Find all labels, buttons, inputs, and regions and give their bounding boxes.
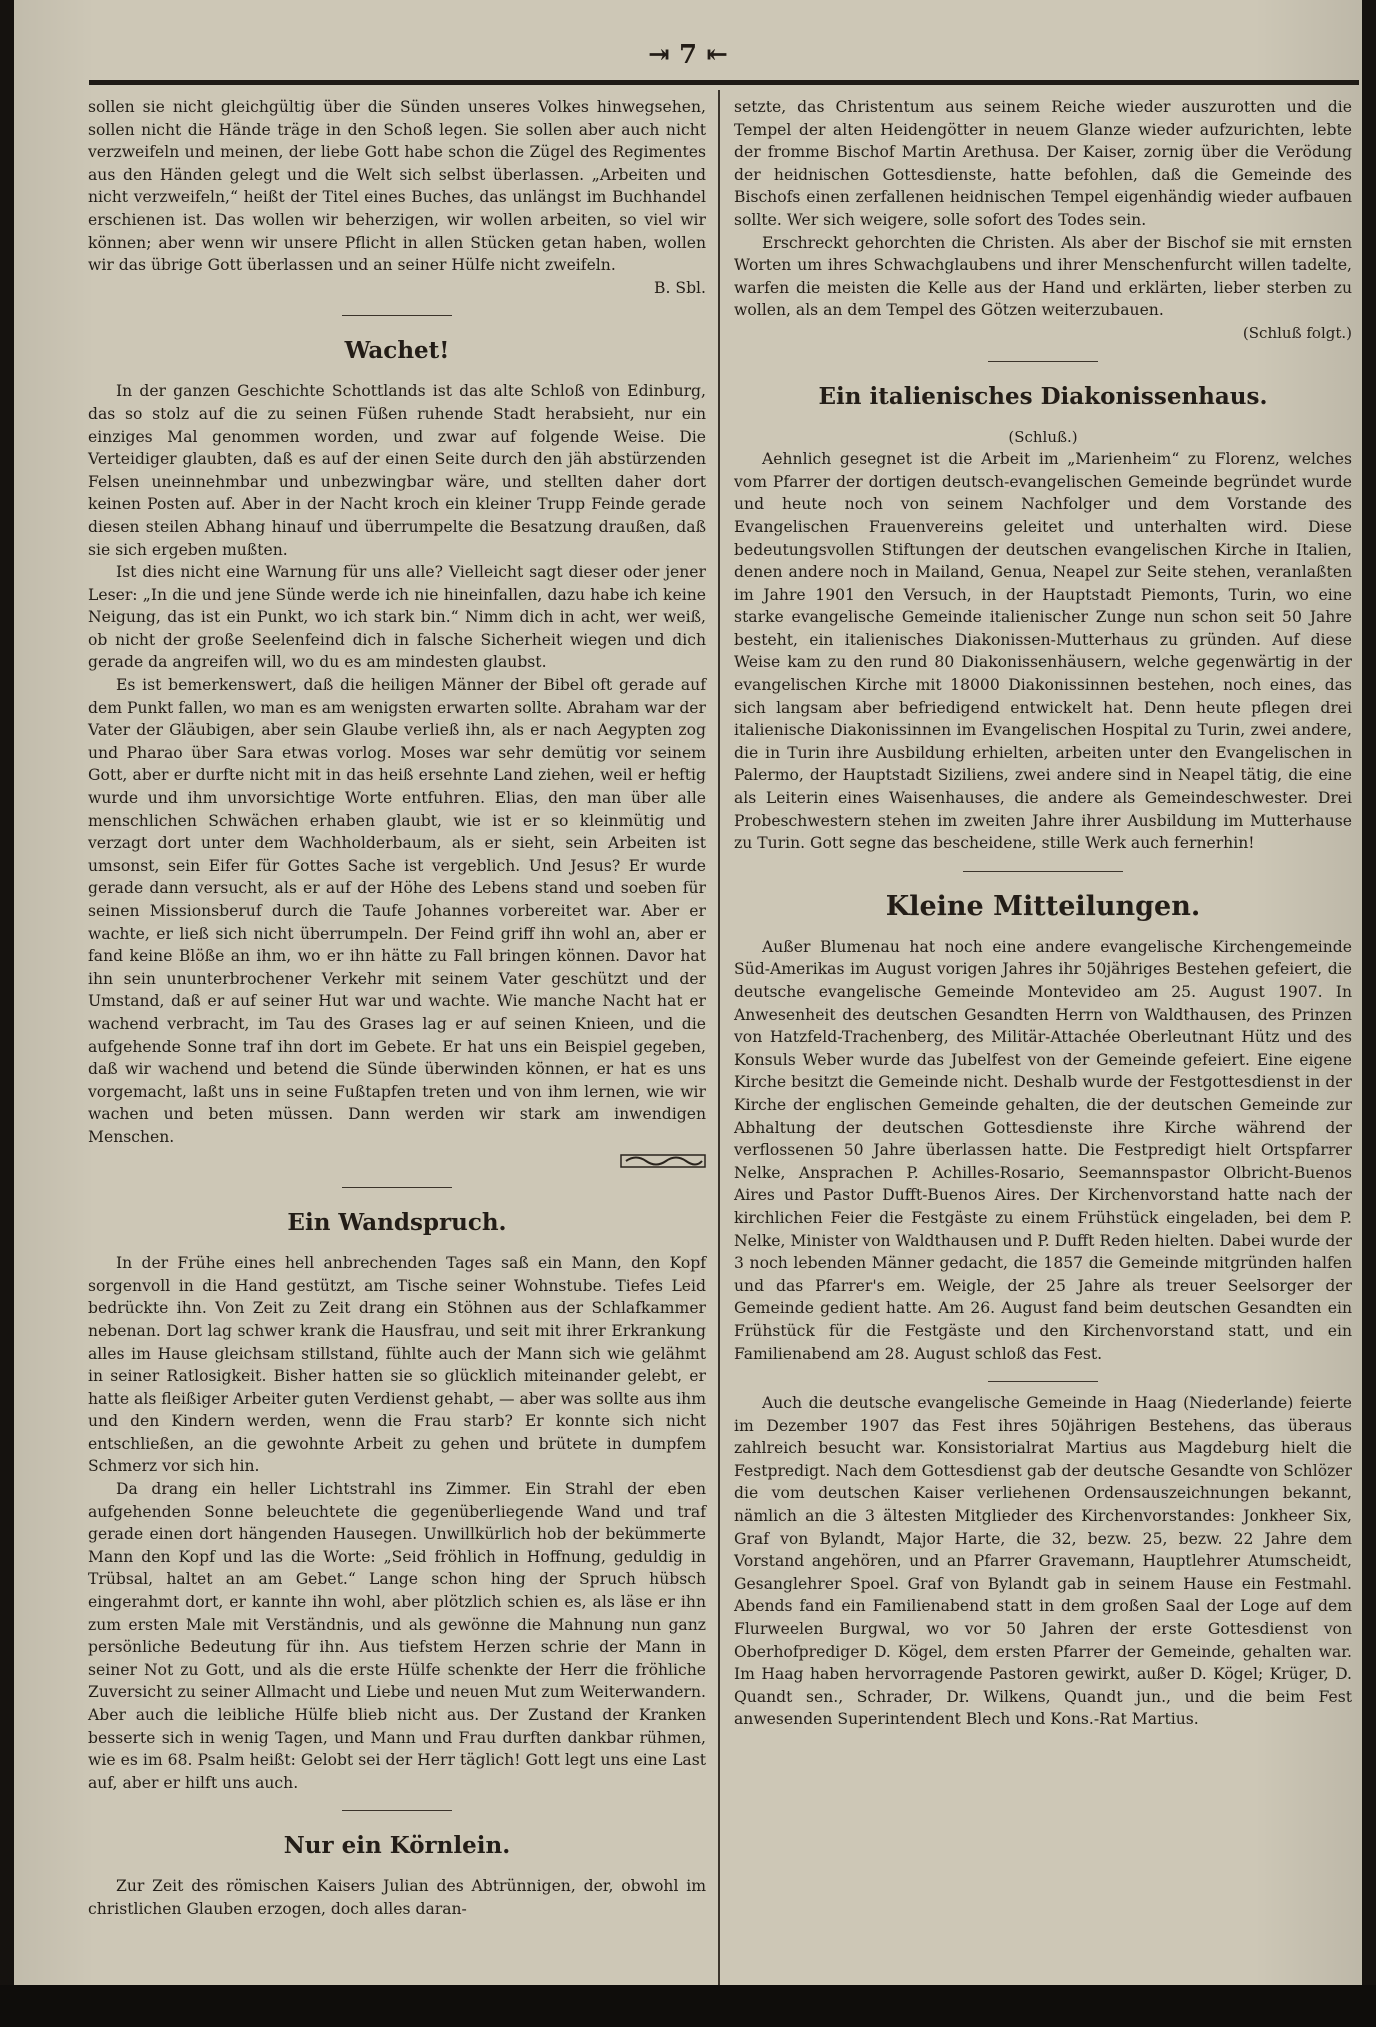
scan-background [0, 1985, 1376, 2027]
page-number: ⇥ 7 ⇤ [648, 40, 728, 70]
section-separator [342, 1810, 452, 1811]
continued-paragraph: setzte, das Christentum aus seinem Reiche wieder auszurotten und die Tempel der alten Heidengötter in neuem Glanze wieder aufzurichten, lebte der fromme Bischof Martin Arethusa. Der Kaiser, zornig über die Verödung der heidnischen Gottesdienste, hatte befohlen, daß die Gemeinde des Bischofs einen zerfallenen heidnischen Tempel eigenhändig wieder aufbauen sollte. Wer sich weigere, solle sofort des Todes sein. [734, 98, 1352, 229]
wachet-paragraph: In der ganzen Geschichte Schottlands ist das alte Schloß von Edinburg, das so stolz auf die zu seinen Füßen ruhende Stadt herabsieht, nur ein einziges Mal genommen worden, und zwar auf folgende Weise. Die Verteidiger glaubten, daß es auf der einen Seite durch den jäh abstürzenden Felsen uneinnehmbar und unbezwingbar wäre, und stellten daher dort keinen Posten auf. Aber in der Nacht kroch ein kleiner Trupp Feinde gerade diesen steilen Abhang hinauf und überrumpelte die Besatzung draußen, daß sie sich ergeben mußten. [88, 382, 706, 559]
wandspruch-title: Ein Wandspruch. [287, 1209, 507, 1237]
continued-note: (Schluß folgt.) [1242, 323, 1352, 342]
diakonissen-title: Ein italienisches Diakonissenhaus. [818, 382, 1268, 410]
koernlein-paragraph: Zur Zeit des römischen Kaisers Julian des Abtrünnigen, der, obwohl im christlichen Glauben erzogen, doch alles daran- [88, 1877, 706, 1918]
header-rule [89, 80, 1359, 85]
ornament-row [88, 1149, 706, 1172]
section-separator [963, 871, 1123, 872]
newspaper-page [14, 0, 1362, 1985]
mitteilungen-paragraph: Auch die deutsche evangelische Gemeinde in Haag (Niederlande) feierte im Dezember 1907 das Fest ihres 50jährigen Bestehens, das überaus zahlreich besucht war. Konsistorialrat Martius aus Magdeburg hielt die Festpredigt. Nach dem Gottesdienst gab der deutsche Gesandte von Schlözer die vom deutschen Kaiser verliehenen Ordensauszeichnungen bekannt, nämlich an die 3 ältesten Mitglieder des Kirchenvorstandes: Jonkheer Six, Graf von Bylandt, Major Harte, die 32, bezw. 25, bezw. 22 Jahre dem Vorstand angehören, und an Pfarrer Gravemann, Hauptlehrer Atumscheidt, Gesanglehrer Spoel. Graf von Bylandt gab in seinem Hause ein Festmahl. Abends fand ein Familienabend statt in dem großen Saal der Loge auf dem Flurweelen Burgwal, wo vor 50 Jahren der erste Gottesdienst von Oberhofprediger D. Kögel, dem ersten Pfarrer der Gemeinde, gehalten war. Im Haag haben hervorragende Pastoren gewirkt, außer D. Kögel; Krüger, D. Quandt sen., Schrader, Dr. Wilkens, Quandt jun., und die beim Fest anwesenden Superintendent Blech und Kons.-Rat Martius. [734, 1394, 1352, 1729]
section-separator [342, 315, 452, 316]
wachet-title: Wachet! [344, 337, 450, 365]
wachet-paragraph: Es ist bemerkenswert, daß die heiligen Männer der Bibel oft gerade auf dem Punkt fallen, wo man es am wenigsten erwarten sollte. Abraham war der Vater der Gläubigen, aber sein Glaube verließ ihn, als er nach Aegypten zog und Pharao über Sara etwas vorlog. Moses war sehr demütig vor seinem Gott, aber er durfte nicht mit in das heiß ersehnte Land ziehen, weil er heftig wurde und ihm unvorsichtige Worte entfuhren. Elias, den man über alle menschlichen Schwächen erhaben glaubt, wie ist er so kleinmütig und verzagt dort unter dem Wachholderbaum, als er sieht, sein Arbeiten ist umsonst, sein Eifer für Gottes Sache ist vergeblich. Und Jesus? Er wurde gerade dann versucht, als er auf der Höhe des Lebens stand und soeben für seinen Missionsberuf durch die Taufe Johannes vorbereitet war. Aber er wachte, er ließ sich nicht überrumpeln. Der Feind griff ihn wohl an, aber er fand keine Blöße an ihm, wo er ihn hätte zu Fall bringen können. Davor hat ihn sein ununterbrochener Verkehr mit seinem Vater geschützt und der Umstand, daß er auf seiner Hut war und wachte. Wie manche Nacht hat er wachend verbracht, im Tau des Grases lag er auf seinen Knieen, und die aufgehende Sonne traf ihn dort im Gebete. Er hat uns ein Beispiel gegeben, daß wir wachend und betend die Sünde überwinden können, er hat es uns vorgemacht, laßt uns in seine Fußtapfen treten und von ihm lernen, wie wir wachen und beten müssen. Dann werden wir stark am inwendigen Menschen. [88, 676, 706, 1146]
section-separator [988, 1381, 1098, 1382]
wachet-paragraph: Ist dies nicht eine Warnung für uns alle? Vielleicht sagt dieser oder jener Leser: „In die und jene Sünde werde ich nie hineinfallen, dazu habe ich keine Neigung, das ist ein Punkt, wo ich stark bin.“ Nimm dich in acht, wer weiß, ob nicht der große Seelenfeind dich in falsche Sicherheit wiegen und dich gerade da angreifen will, wo du es am mindesten glaubst. [88, 563, 706, 672]
ornament-icon [620, 1152, 706, 1170]
mitteilungen-title: Kleine Mitteilungen. [885, 890, 1201, 922]
section-separator [988, 361, 1098, 362]
diakonissen-paragraph: Aehnlich gesegnet ist die Arbeit im „Marienheim“ zu Florenz, welches vom Pfarrer der dortigen deutsch-evangelischen Gemeinde begründet wurde und heute noch von seinem Nachfolger und dem Vorstande des Evangelischen Frauenvereins geleitet und unterhalten wird. Diese bedeutungsvollen Stiftungen der deutschen evangelischen Kirche in Italien, denen andere noch in Mailand, Genua, Neapel zur Seite stehen, veranlaßten im Jahre 1901 den Versuch, in der Hauptstadt Piemonts, Turin, wo eine starke evangelische Gemeinde italienischer Zunge nun schon seit 50 Jahre besteht, ein italienisches Diakonissen-Mutterhaus zu gründen. Auf diese Weise kam zu den rund 80 Diakonissenhäusern, welche gegenwärtig in der evangelischen Kirche mit 18000 Diakonissinnen bestehen, noch eines, das sich langsam aber befriedigend entwickelt hat. Denn heute pflegen drei italienische Diakonissinnen im Evangelischen Hospital zu Turin, zwei andere, die in Turin ihre Ausbildung erhielten, arbeiten unter den Evangelischen in Palermo, der Hauptstadt Siziliens, zwei andere sind in Neapel tätig, die eine als Leiterin eines Waisenhauses, die andere als Gemeindeschwester. Drei Probeschwestern stehen im zweiten Jahre ihrer Ausbildung im Mutterhause zu Turin. Gott segne das bescheidene, stille Werk auch fernerhin! [734, 450, 1352, 853]
mitteilungen-paragraph: Außer Blumenau hat noch eine andere evangelische Kirchengemeinde Süd-Amerikas im August vorigen Jahres ihr 50jähriges Bestehen gefeiert, die deutsche evangelische Gemeinde Montevideo am 25. August 1907. In Anwesenheit des deutschen Gesandten Herrn von Waldthausen, des Prinzen von Hatzfeld-Trachenberg, des Militär-Attachée Oberleutnant Hütz und des Konsuls Weber wurde das Jubelfest von der Gemeinde gefeiert. Eine eigene Kirche besitzt die Gemeinde nicht. Deshalb wurde der Festgottesdienst in der Kirche der englischen Gemeinde gehalten, die der deutschen Gemeinde zur Abhaltung der deutschen Gottesdienste ihre Kirche während der verflossenen 50 Jahre überlassen hatte. Die Festpredigt hielt Ortspfarrer Nelke, Ansprachen P. Achilles-Rosario, Seemannspastor Olbricht-Buenos Aires und Pastor Dufft-Buenos Aires. Der Kirchenvorstand hatte nach der kirchlichen Feier die Festgäste zu einem Frühstück eingeladen, bei dem P. Nelke, Minister von Waldthausen und P. Dufft Reden hielten. Dabei wurde der 3 noch lebenden Männer gedacht, die 1857 die Gemeinde mitgründen halfen und das Pfarrer's em. Weigle, der 25 Jahre als treuer Seelsorger der Gemeinde gedient hatte. Am 26. August fand beim deutschen Gesandten ein Frühstück für die Festgäste und den Kirchenvorstand statt, und ein Familienabend am 28. August schloß das Fest. [734, 937, 1352, 1363]
left-column [88, 96, 706, 1921]
column-divider [718, 90, 720, 1985]
continued-paragraph: Erschreckt gehorchten die Christen. Als aber der Bischof sie mit ernsten Worten um ihres Schwachglaubens und ihrer Menschenfurcht willen tadelte, warfen die meisten die Kelle aus der Hand und erklärten, lieber sterben zu wollen, als an dem Tempel des Götzen weiterzubauen. [734, 233, 1352, 320]
intro-paragraph: sollen sie nicht gleichgültig über die Sünden unseres Volkes hinwegsehen, sollen nicht die Hände träge in den Schoß legen. Sie sollen aber auch nicht verzweifeln und meinen, der liebe Gott habe schon die Zügel des Regimentes aus den Händen gelegt und die Welt sich selbst überlassen. „Arbeiten und nicht verzweifeln,“ heißt der Titel eines Buches, das unlängst im Buchhandel erschienen ist. Das wollen wir beherzigen, wir wollen arbeiten, so viel wir können; aber wenn wir unsere Pflicht in allen Stücken getan haben, wollen wir das übrige Gott überlassen und an seiner Hülfe nicht zweifeln. [88, 98, 706, 275]
wandspruch-paragraph: In der Frühe eines hell anbrechenden Tages saß ein Mann, den Kopf sorgenvoll in die Hand gestützt, am Tische seiner Wohnstube. Tiefes Leid bedrückte ihn. Von Zeit zu Zeit drang ein Stöhnen aus der Schlafkammer nebenan. Dort lag schwer krank die Hausfrau, und seit mit ihrer Erkrankung alles im Hause gleichsam stillstand, fühlte auch der Mann sich wie gelähmt in seiner Ratlosigkeit. Bisher hatten sie so glücklich miteinander gelebt, er hatte als fleißiger Arbeiter guten Verdienst gehabt, — aber was sollte aus ihm und den Kindern werden, wenn die Frau starb? Er konnte sich nicht entschließen, an die gewohnte Arbeit zu gehen und brütete in dumpfem Schmerz vor sich hin. [88, 1254, 706, 1476]
diakonissen-subtitle: (Schluß.) [1008, 427, 1078, 446]
koernlein-title: Nur ein Körnlein. [283, 1832, 511, 1860]
section-separator [342, 1187, 452, 1188]
right-column [734, 96, 1352, 1731]
intro-signature: B. Sbl. [654, 278, 706, 297]
wandspruch-paragraph: Da drang ein heller Lichtstrahl ins Zimmer. Ein Strahl der eben aufgehenden Sonne beleuchtete die gegenüberliegende Wand und traf gerade einen dort hängenden Hausegen. Unwillkürlich hob der bekümmerte Mann den Kopf und las die Worte: „Seid fröhlich in Hoffnung, geduldig in Trübsal, haltet an am Gebet.“ Lange schon hing der Spruch hübsch eingerahmt dort, er kannte ihn wohl, aber plötzlich schien es, als läse er ihn zum ersten Male mit Verständnis, und als gewönne die Mahnung nun ganz persönliche Bedeutung für ihn. Aus tiefstem Herzen schrie der Mann in seiner Not zu Gott, und als die erste Hülfe schenkte der Herr die fröhliche Zuversicht zu seiner Allmacht und Liebe und neuen Mut zum Weiterwandern. Aber auch die leibliche Hülfe blieb nicht aus. Der Zustand der Kranken besserte sich in wenig Tagen, und Mann und Frau durften dankbar rühmen, wie es im 68. Psalm heißt: Gelobt sei der Herr täglich! Gott legt uns eine Last auf, aber er hilft uns auch. [88, 1480, 706, 1792]
